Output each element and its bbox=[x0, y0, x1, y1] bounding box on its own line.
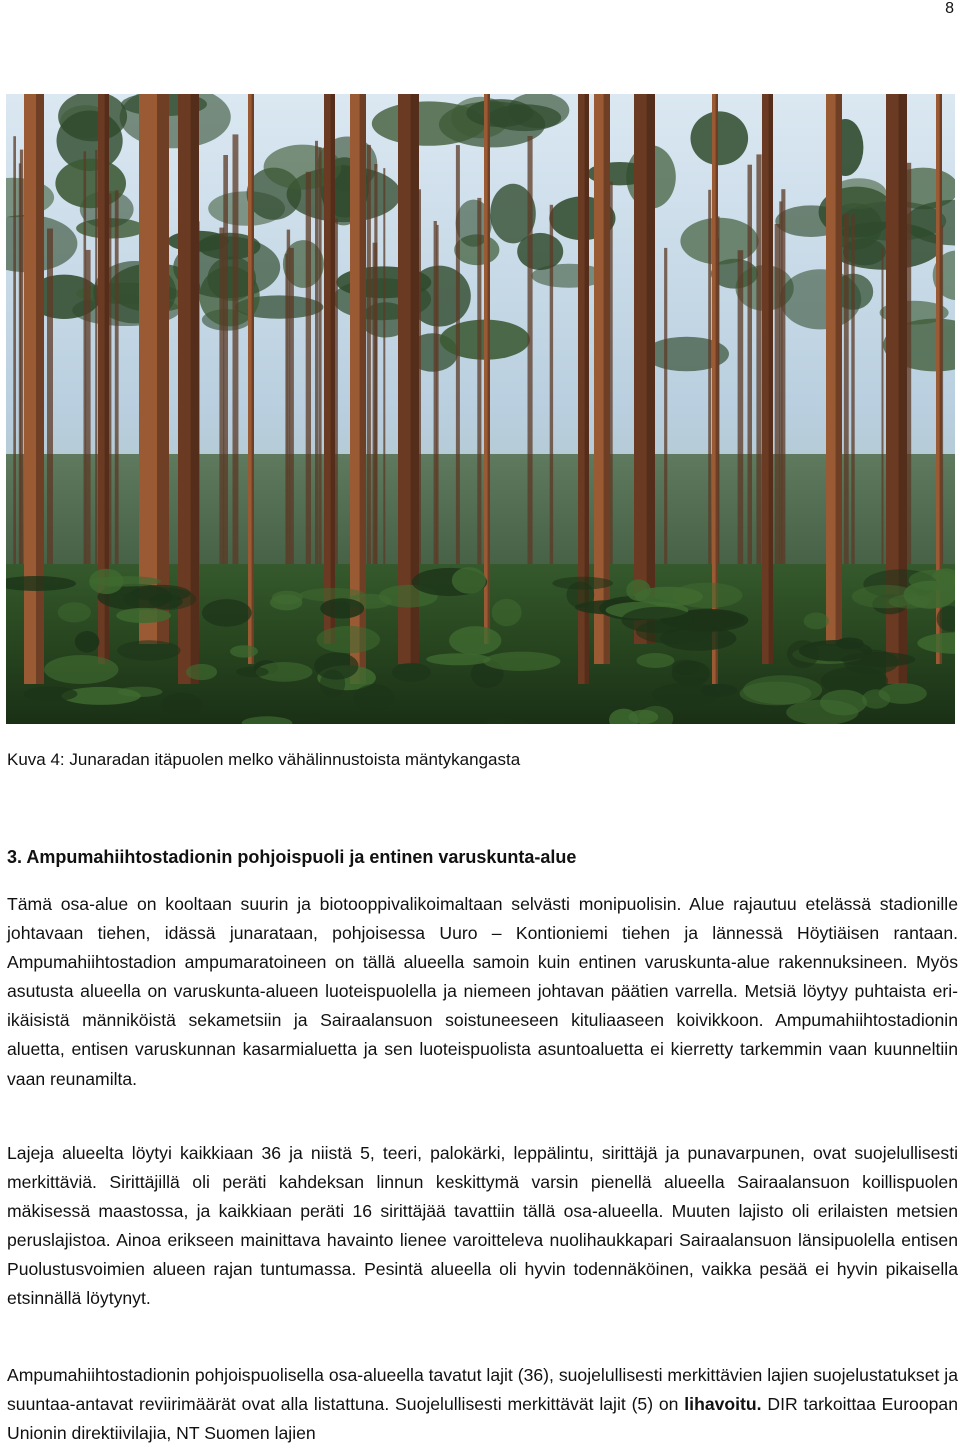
far-tree-trunk bbox=[748, 165, 753, 625]
ground-shrub bbox=[804, 613, 829, 630]
ground-shrub bbox=[202, 599, 252, 627]
ground-shrub bbox=[626, 579, 650, 601]
ground-shrub bbox=[492, 599, 522, 626]
ground-shrub bbox=[230, 645, 258, 657]
paragraph3-text-end: DIR tarkoittaa Euroopan Unionin direktiivilajia, NT Suomen lajien bbox=[7, 1394, 958, 1444]
canopy-foliage bbox=[843, 238, 886, 265]
ground-shrub bbox=[320, 598, 364, 618]
forest-photo bbox=[6, 94, 955, 724]
ground-shrub bbox=[186, 664, 217, 680]
far-tree-trunk bbox=[315, 141, 318, 601]
canopy-foliage bbox=[780, 269, 862, 329]
ground-shrub bbox=[123, 587, 196, 610]
ground-shrub bbox=[449, 626, 501, 655]
trunk-shadow bbox=[157, 94, 169, 644]
far-tree-trunk bbox=[756, 154, 761, 614]
far-tree-trunk bbox=[383, 168, 385, 628]
ground-shrub bbox=[743, 675, 822, 704]
ground-shrub bbox=[58, 602, 91, 622]
pine-forest-image bbox=[6, 94, 955, 724]
far-tree-trunk bbox=[456, 145, 460, 605]
trunk-shadow bbox=[604, 94, 610, 664]
ground-shrub bbox=[75, 631, 100, 653]
ground-shrub bbox=[116, 608, 171, 623]
trunk-shadow bbox=[836, 94, 842, 644]
paragraph-species-findings: Lajeja alueelta löytyi kaikkiaan 36 ja niistä 5, teeri, palokärki, leppälintu, sirittäjä ja punavarpunen, ovat suojelullisesti merkittäviä. Sirittäjillä oli peräti kahdeksan linnun keskittymä varsin pienellä alueella Sairaalansuon koillispuolen mäkisessä maastossa, ja kaikkiaan peräti 16 sirittäjää tavattiin tällä osa-alueella. Muuten lajisto oli erilaisten metsien peruslajistoa. Ainoa erikseen mainittava havainto lienee varoitteleva nuolihaukkapari Sairaalansuon länsipuolella entisen Puolustusvoimien alueen rajan tuntumassa. Pesintä alueella oli hyvin todennäköinen, vaikka pesää ei hyvin pikaisella etsinnällä löytynyt. bbox=[7, 1143, 958, 1309]
ground-shrub bbox=[44, 655, 118, 684]
ground-shrub bbox=[354, 684, 394, 712]
ground-shrub bbox=[672, 660, 700, 675]
ground-shrub bbox=[787, 640, 819, 668]
far-tree-trunk bbox=[233, 134, 239, 594]
paragraph3-text-start: Ampumahiihtostadionin pohjoispuolisella osa-alueella tavatut lajit (36), suojelullisesti merkittävien lajien suojelustatukset ja suuntaa-antavat reviirimäärät ovat alla listattuna. Suojelullisesti merkittävät lajit (5) on bbox=[7, 1365, 958, 1415]
canopy-foliage bbox=[488, 104, 561, 131]
trunk-shadow bbox=[252, 94, 254, 664]
ground-shrub bbox=[161, 693, 203, 717]
section-heading: 3. Ampumahiihtostadionin pohjoispuoli ja entinen varuskunta-alue bbox=[7, 847, 577, 867]
far-tree-trunk bbox=[13, 136, 16, 596]
far-tree-trunk bbox=[20, 150, 23, 610]
far-tree-trunk bbox=[95, 150, 97, 610]
ground-shrub bbox=[452, 567, 486, 594]
paragraph-species-list-intro bbox=[7, 1361, 958, 1448]
ground-shrub bbox=[636, 653, 674, 668]
ground-shrub bbox=[904, 581, 956, 609]
far-tree-trunk bbox=[223, 155, 228, 615]
ground-shrub bbox=[483, 652, 560, 671]
far-tree-trunk bbox=[318, 148, 321, 608]
page-number: 8 bbox=[945, 0, 954, 17]
bold-term: lihavoitu. bbox=[684, 1394, 762, 1415]
paragraph-area-description: Tämä osa-alue on kooltaan suurin ja biotooppivalikoimaltaan selvästi monipuolisin. Alue rajautuu etelässä stadionille johtavaan tiehen, idässä junarataan, pohjoisessa Uuro – Kontioniemi tiehen ja lännessä Höytiäisen rantaan. Ampumahiihtostadion ampumaratoineen on tällä alueella samoin kuin entinen varuskunta-alue rakennuksineen. Myös asutusta alueella on varuskunta-alueen luoteispuolella ja niemeen johtavan päätien varrella. Metsiä löytyy puhtaista eri-ikäisistä männiköistä sekametsiin ja Sairaalansuon soistuneeseen kituliaaseen koivikkoon. Ampumahiihtostadionin aluetta, entisen varuskunnan kasarmialuetta ja sen luoteispuolista asuntoaluetta ei kierretty tarkemmin vaan kuunneltiin vaan reunamilta. bbox=[7, 894, 958, 1089]
ground-shrub bbox=[270, 594, 302, 610]
figure-caption: Kuva 4: Junaradan itäpuolen melko vähälinnustoista mäntykangasta bbox=[7, 750, 521, 769]
ground-shrub bbox=[566, 582, 594, 608]
far-tree-trunk bbox=[528, 136, 533, 596]
far-tree-trunk bbox=[306, 172, 311, 632]
ground-shrub bbox=[317, 626, 380, 653]
far-tree-trunk bbox=[906, 163, 911, 623]
trunk-shadow bbox=[488, 94, 490, 644]
ground-shrub bbox=[118, 687, 163, 697]
ground-shrub bbox=[89, 569, 123, 594]
ground-shrub bbox=[672, 583, 742, 609]
ground-shrub bbox=[392, 663, 431, 682]
ground-shrub bbox=[236, 667, 269, 678]
canopy-foliage bbox=[372, 101, 486, 145]
trunk-shadow bbox=[647, 94, 655, 644]
ground-shrub bbox=[320, 670, 345, 698]
ground-shrub bbox=[879, 683, 927, 704]
canopy-foliage bbox=[691, 111, 749, 165]
ground-shrub bbox=[426, 653, 491, 665]
ground-shrub bbox=[117, 640, 180, 660]
ground-shrub bbox=[841, 652, 916, 667]
far-tree-trunk bbox=[367, 145, 371, 605]
ground-shrub bbox=[701, 684, 738, 697]
trunk-shadow bbox=[331, 94, 335, 644]
trunk-shadow bbox=[769, 94, 773, 664]
far-tree-trunk bbox=[374, 164, 377, 624]
ground-shrub bbox=[621, 607, 693, 633]
ground-shrub bbox=[24, 687, 78, 702]
trunk-shadow bbox=[36, 94, 44, 684]
